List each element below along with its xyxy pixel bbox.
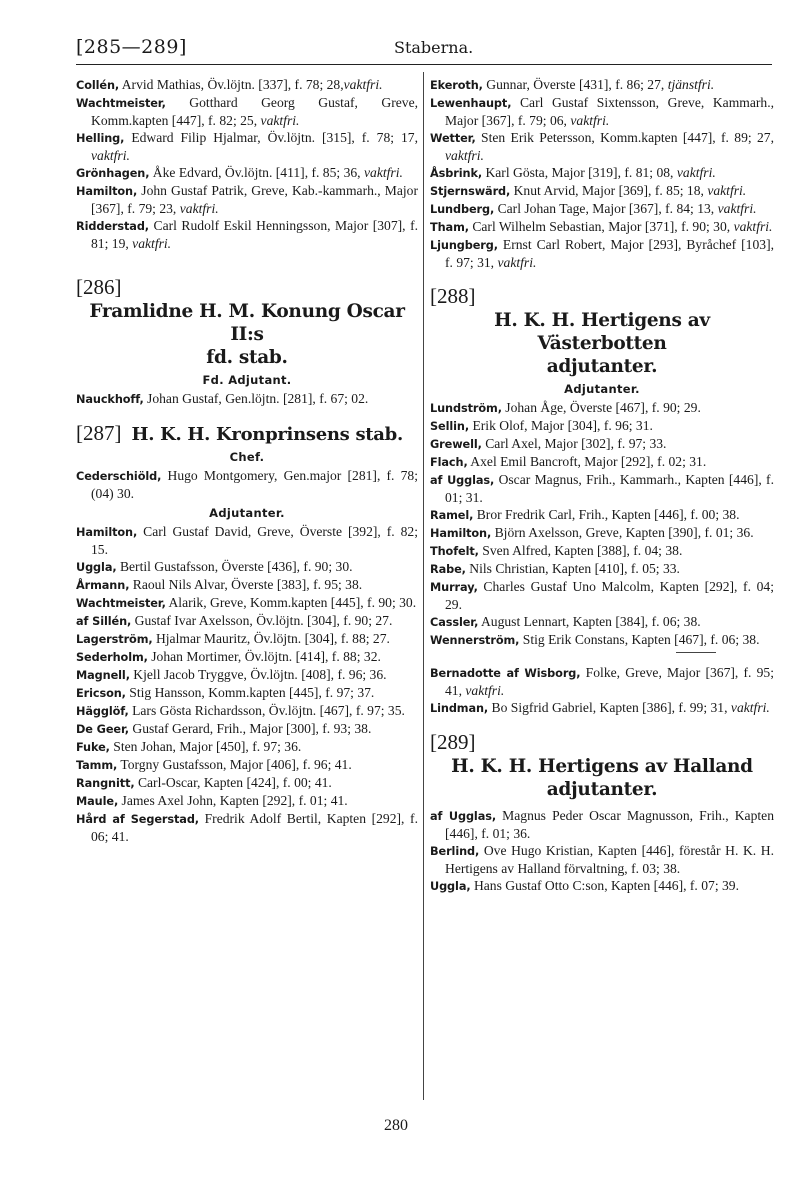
entry-surname: Murray, [430, 581, 478, 594]
right-column [430, 76, 774, 895]
register-entry [76, 666, 418, 684]
register-entry [76, 467, 418, 502]
register-entry [430, 613, 774, 631]
entry-surname: Hamilton, [76, 185, 138, 198]
entry-details: Sten Johan, Major [450], f. 97; 36. [109, 739, 302, 754]
entry-details: Åke Edvard, Öv.löjtn. [411], f. 85; 36, [149, 165, 364, 180]
entry-surname: Maule, [76, 795, 119, 808]
entry-details: John Gustaf Patrik, Greve, Kab.-kammarh., Major [367], f. 79; 23, [91, 183, 418, 216]
section-heading [76, 420, 418, 446]
register-entry [430, 842, 774, 877]
entry-details: Erik Olof, Major [304], f. 96; 31. [469, 418, 653, 433]
entry-details: Carl Gustaf Sixtensson, Greve, Kammarh., Major [367], f. 79; 06, [445, 95, 774, 128]
register-entry [76, 630, 418, 648]
entry-surname: af Sillén, [76, 615, 132, 628]
section-title: Framlidne H. M. Konung Oscar II:s [89, 301, 405, 345]
register-entry [430, 699, 774, 717]
entry-surname: Lindman, [430, 702, 489, 715]
register-entry [430, 506, 774, 524]
column-divider [423, 72, 424, 1100]
entry-surname: Lagerström, [76, 633, 153, 646]
register-entry [430, 164, 774, 182]
entry-status: vaktfri. [707, 183, 747, 198]
section-title-cont: fd. stab. [206, 347, 288, 368]
entry-details: Gustaf Gerard, Frih., Major [300], f. 93; 38. [128, 721, 372, 736]
page-number: 280 [384, 1117, 408, 1134]
register-entry [430, 182, 774, 200]
left-column [76, 76, 418, 845]
entry-status: vaktfri. [676, 165, 716, 180]
entry-status: tjänstfri. [667, 77, 715, 92]
entry-details: Carl Gustaf David, Greve, Överste [392], f. 82; 15. [91, 524, 418, 557]
entry-details: Folke, Greve, Major [367], f. 95; 41, [445, 665, 774, 698]
subheading: Adjutanter. [209, 506, 285, 520]
register-entry [430, 129, 774, 164]
entry-list [76, 523, 418, 845]
section-title-cont: adjutanter. [546, 779, 658, 800]
entry-details: Gotthard Georg Gustaf, Greve, Komm.kapten [447], f. 82; 25, [91, 95, 418, 128]
entry-list [430, 76, 774, 271]
subheading: Adjutanter. [564, 382, 640, 396]
entry-details: Axel Emil Bancroft, Major [292], f. 02; 31. [467, 454, 707, 469]
register-entry [76, 702, 418, 720]
entry-surname: Hamilton, [430, 527, 492, 540]
entry-status: vaktfri. [363, 165, 403, 180]
section-title-cont: adjutanter. [546, 356, 658, 377]
entry-details: Carl Rudolf Eskil Henningsson, Major [307], f. 81; 19, [91, 218, 418, 251]
entry-details: Ove Hugo Kristian, Kapten [446], förestår H. K. H. Hertigens av Halland förvaltning, f. 03; 38. [445, 843, 774, 876]
register-entry [76, 648, 418, 666]
entry-surname: Grönhagen, [76, 167, 150, 180]
register-entry [76, 720, 418, 738]
register-entry [76, 390, 418, 408]
entry-details: Bo Sigfrid Gabriel, Kapten [386], f. 99; 31, [488, 700, 731, 715]
entry-details: Johan Åge, Överste [467], f. 90; 29. [501, 400, 701, 415]
entry-surname: af Ugglas, [430, 474, 495, 487]
register-entry [430, 417, 774, 435]
entry-details: Torgny Gustafsson, Major [406], f. 96; 41. [117, 757, 352, 772]
header-rule [76, 64, 772, 65]
entry-surname: Lundberg, [430, 203, 495, 216]
register-entry [76, 576, 418, 594]
entry-details: Hugo Montgomery, Gen.major [281], f. 78; (04) 30. [91, 468, 418, 501]
entry-status: vaktfri. [717, 201, 757, 216]
register-entry [430, 200, 774, 218]
entry-surname: Lundström, [430, 402, 502, 415]
register-entry [76, 129, 418, 164]
register-entry [430, 807, 774, 842]
entry-status: vaktfri. [132, 236, 172, 251]
entry-surname: Berlind, [430, 845, 480, 858]
entry-surname: Uggla, [76, 561, 117, 574]
entry-surname: Tamm, [76, 759, 118, 772]
entry-surname: Uggla, [430, 880, 471, 893]
entry-list [76, 390, 418, 408]
entry-details: Bror Fredrik Carl, Frih., Kapten [446], f. 00; 38. [473, 507, 740, 522]
entry-surname: Ekeroth, [430, 79, 483, 92]
register-entry [76, 76, 418, 94]
entry-surname: Grewell, [430, 438, 482, 451]
register-entry [430, 560, 774, 578]
register-entry [76, 738, 418, 756]
register-entry [76, 164, 418, 182]
entry-status: vaktfri. [91, 148, 130, 163]
entry-details: Magnus Peder Oscar Magnusson, Frih., Kapten [446], f. 01; 36. [445, 808, 774, 841]
entry-surname: Wachtmeister, [76, 597, 166, 610]
section-range: [285—289] [76, 36, 187, 58]
register-entry [430, 218, 774, 236]
entry-details: Kjell Jacob Tryggve, Öv.löjtn. [408], f. 96; 36. [129, 667, 387, 682]
entry-surname: Fuke, [76, 741, 110, 754]
entry-details: Karl Gösta, Major [319], f. 81; 08, [482, 165, 677, 180]
entry-surname: Tham, [430, 221, 469, 234]
section-title: H. K. H. Hertigens av Västerbotten [494, 310, 710, 354]
register-entry [430, 877, 774, 895]
entry-surname: Sellin, [430, 420, 470, 433]
register-entry [76, 594, 418, 612]
entry-surname: Cederschiöld, [76, 470, 162, 483]
register-entry [76, 94, 418, 129]
entry-details: Charles Gustaf Uno Malcolm, Kapten [292], f. 04; 29. [445, 579, 774, 612]
entry-details: Nils Christian, Kapten [410], f. 05; 33. [465, 561, 680, 576]
entry-status: vaktfri. [179, 201, 219, 216]
entry-details: Gunnar, Överste [431], f. 86; 27, [482, 77, 668, 92]
entry-surname: Sederholm, [76, 651, 148, 664]
entry-details: Bertil Gustafsson, Överste [436], f. 90; 30. [116, 559, 353, 574]
entry-surname: Bernadotte af Wisborg, [430, 667, 581, 680]
entry-details: Gustaf Ivar Axelsson, Öv.löjtn. [304], f. 90; 27. [131, 613, 393, 628]
entry-surname: Rabe, [430, 563, 466, 576]
register-entry [76, 217, 418, 252]
entry-details: Stig Erik Constans, Kapten [467], f. 06; 38. [519, 632, 760, 647]
entry-list [430, 399, 774, 649]
entry-status: vaktfri. [260, 113, 300, 128]
entry-details: Knut Arvid, Major [369], f. 85; 18, [510, 183, 708, 198]
entry-details: Alarik, Greve, Komm.kapten [445], f. 90; 30. [165, 595, 417, 610]
entry-details: Raoul Nils Alvar, Överste [383], f. 95; 38. [129, 577, 363, 592]
register-entry [430, 578, 774, 613]
entry-surname: Lewenhaupt, [430, 97, 512, 110]
entry-details: Carl Johan Tage, Major [367], f. 84; 13, [494, 201, 718, 216]
running-title: Staberna. [394, 38, 474, 57]
entry-status: vaktfri. [445, 148, 484, 163]
entry-surname: Ramel, [430, 509, 474, 522]
entry-details: Carl Wilhelm Sebastian, Major [371], f. 90; 30, [468, 219, 734, 234]
entry-details: Sten Erik Petersson, Komm.kapten [447], f. 89; 27, [475, 130, 774, 145]
entry-status: vaktfri. [343, 77, 383, 92]
entry-status: vaktfri. [465, 683, 505, 698]
register-entry [76, 792, 418, 810]
register-entry [430, 471, 774, 506]
entry-list [430, 807, 774, 895]
short-rule [676, 652, 716, 661]
entry-details: Carl Axel, Major [302], f. 97; 33. [481, 436, 667, 451]
register-entry [76, 558, 418, 576]
register-entry [76, 612, 418, 630]
register-entry [76, 774, 418, 792]
section-title: H. K. H. Hertigens av Halland [451, 756, 753, 777]
page-header [76, 36, 772, 64]
entry-details: Stig Hansson, Komm.kapten [445], f. 97; 37. [125, 685, 375, 700]
entry-surname: Hamilton, [76, 526, 138, 539]
entry-surname: Årmann, [76, 579, 130, 592]
entry-details: James Axel John, Kapten [292], f. 01; 41. [118, 793, 348, 808]
register-entry [430, 435, 774, 453]
register-entry [430, 631, 774, 649]
entry-details: Johan Mortimer, Öv.löjtn. [414], f. 88; 32. [147, 649, 381, 664]
section-title: H. K. H. Kronprinsens stab. [131, 424, 403, 445]
register-entry [430, 399, 774, 417]
entry-surname: Nauckhoff, [76, 393, 144, 406]
entry-details: Carl-Oscar, Kapten [424], f. 00; 41. [134, 775, 332, 790]
entry-status: vaktfri. [497, 255, 537, 270]
register-entry [76, 810, 418, 845]
entry-details: Hans Gustaf Otto C:son, Kapten [446], f. 07; 39. [470, 878, 739, 893]
entry-surname: Ljungberg, [430, 239, 498, 252]
entry-details: Lars Gösta Richardsson, Öv.löjtn. [467], f. 97; 35. [128, 703, 405, 718]
register-entry [76, 756, 418, 774]
register-entry [430, 76, 774, 94]
entry-surname: Wennerström, [430, 634, 520, 647]
entry-list [76, 467, 418, 502]
register-entry [430, 94, 774, 129]
section-number: [287] [76, 421, 122, 445]
register-entry [430, 524, 774, 542]
entry-surname: Rangnitt, [76, 777, 135, 790]
entry-details: Hjalmar Mauritz, Öv.löjtn. [304], f. 88; 27. [152, 631, 390, 646]
entry-surname: af Ugglas, [430, 810, 497, 823]
register-entry [430, 453, 774, 471]
section-number: [286] [76, 275, 122, 299]
subheading: Fd. Adjutant. [202, 373, 292, 387]
entry-details: Johan Gustaf, Gen.löjtn. [281], f. 67; 02. [143, 391, 369, 406]
entry-status: vaktfri. [733, 219, 773, 234]
entry-surname: Helling, [76, 132, 125, 145]
entry-surname: Thofelt, [430, 545, 479, 558]
entry-surname: Cassler, [430, 616, 479, 629]
register-entry [76, 523, 418, 558]
entry-details: Arvid Mathias, Öv.löjtn. [337], f. 78; 28, [119, 77, 344, 92]
register-entry [76, 684, 418, 702]
entry-details: Ernst Carl Robert, Major [293], Byråchef [103], f. 97; 31, [445, 237, 774, 270]
entry-surname: Ericson, [76, 687, 126, 700]
entry-details: August Lennart, Kapten [384], f. 06; 38. [478, 614, 701, 629]
entry-details: Sven Alfred, Kapten [388], f. 04; 38. [478, 543, 683, 558]
entry-surname: Flach, [430, 456, 468, 469]
register-entry [430, 664, 774, 699]
section-number: [288] [430, 284, 476, 308]
entry-details: Edward Filip Hjalmar, Öv.löjtn. [315], f. 78; 17, [124, 130, 418, 145]
entry-details: Oscar Magnus, Frih., Kammarh., Kapten [446], f. 01; 31. [445, 472, 774, 505]
entry-surname: Hård af Segerstad, [76, 813, 199, 826]
entry-status: vaktfri. [730, 700, 770, 715]
entry-list [76, 76, 418, 252]
entry-surname: Wachtmeister, [76, 97, 166, 110]
entry-surname: De Geer, [76, 723, 129, 736]
subheading: Chef. [229, 450, 265, 464]
entry-surname: Åsbrink, [430, 167, 483, 180]
entry-surname: Collén, [76, 79, 120, 92]
register-entry [430, 542, 774, 560]
entry-surname: Wetter, [430, 132, 476, 145]
entry-list [430, 664, 774, 717]
entry-surname: Ridderstad, [76, 220, 150, 233]
entry-surname: Magnell, [76, 669, 130, 682]
entry-details: Björn Axelsson, Greve, Kapten [390], f. 01; 36. [491, 525, 754, 540]
entry-surname: Hägglöf, [76, 705, 129, 718]
entry-surname: Stjernswärd, [430, 185, 511, 198]
entry-details: Fredrik Adolf Bertil, Kapten [292], f. 06; 41. [91, 811, 418, 844]
section-number: [289] [430, 730, 476, 754]
register-entry [430, 236, 774, 271]
entry-status: vaktfri. [570, 113, 610, 128]
register-entry [76, 182, 418, 217]
